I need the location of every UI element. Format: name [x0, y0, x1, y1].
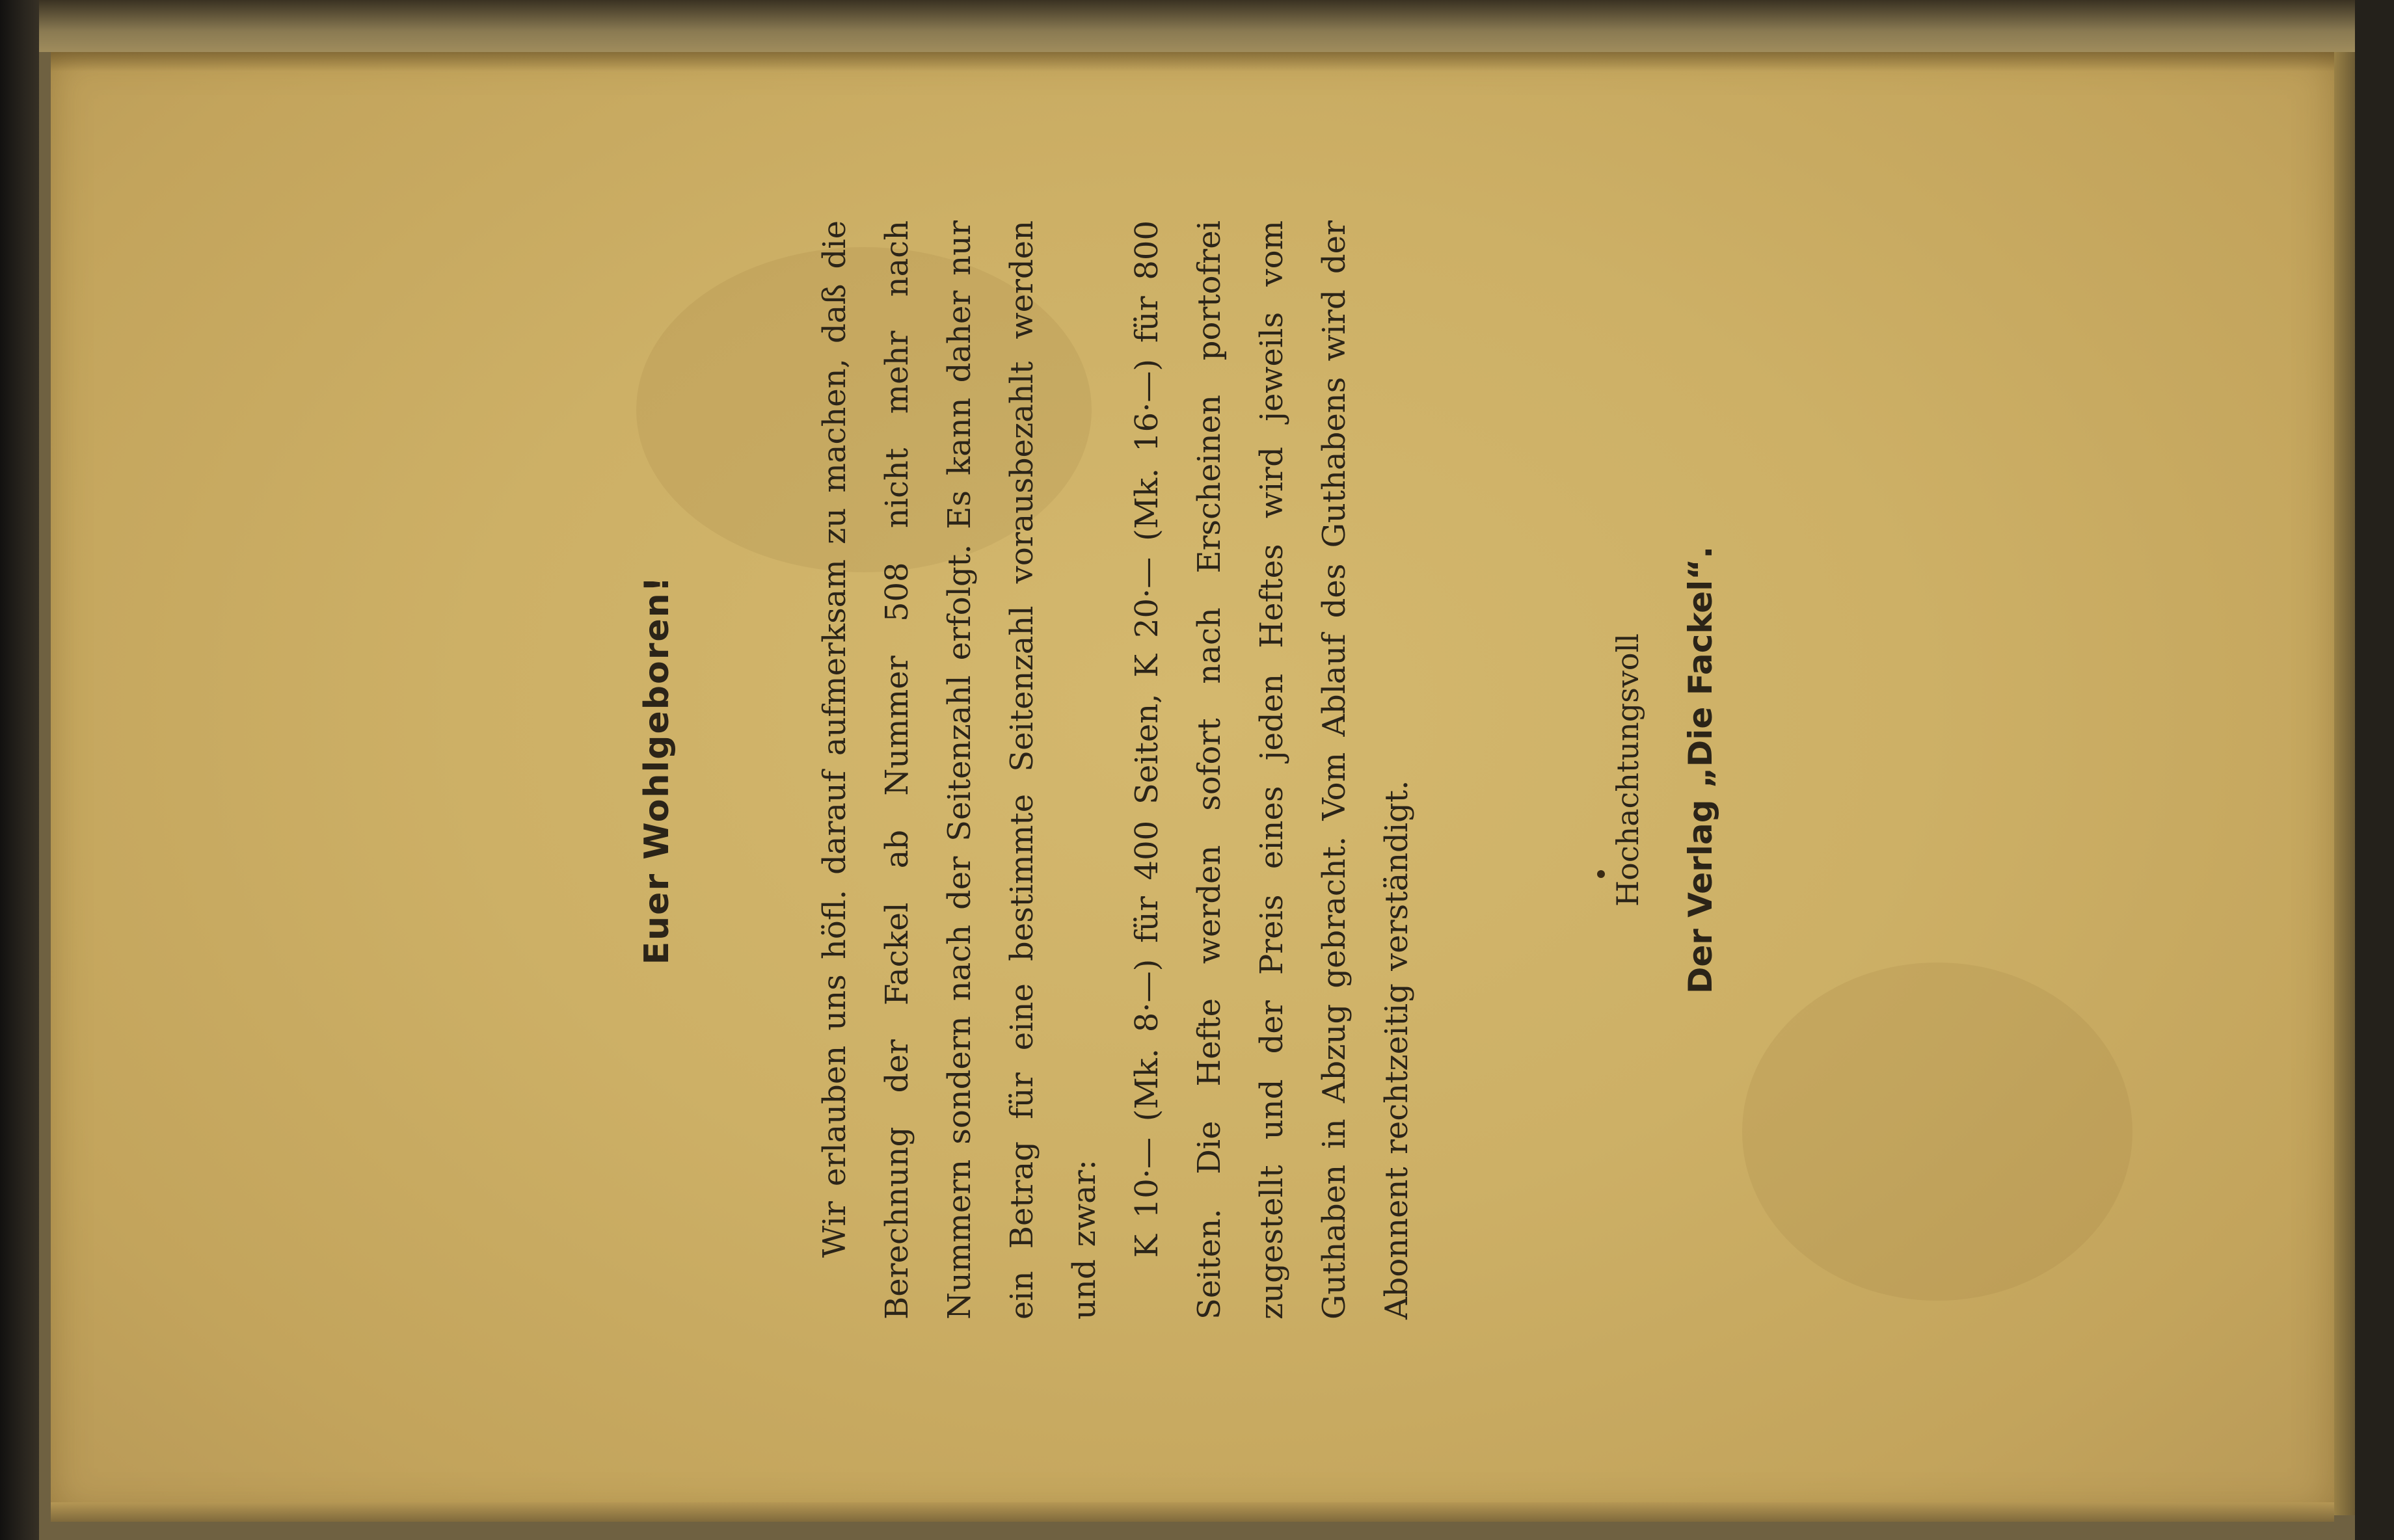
paper-stain [1742, 962, 2132, 1301]
page-bottom-edge [51, 1502, 2334, 1522]
letter-closing: Hochachtungsvoll [1610, 633, 1645, 907]
book-top-edge [39, 0, 2355, 52]
letter-body [803, 220, 1428, 1320]
letter-salutation: Euer Wohlgeboren! [638, 575, 677, 965]
letter-text-rotated [638, 71, 1756, 1469]
gutter-shadow [51, 52, 2334, 72]
letter-signature: Der Verlag „Die Fackel“. [1682, 546, 1719, 994]
letter-paragraph-2: K 10·— (Mk. 8·—) für 400 Seiten, K 20·— (Mk. 16·—) für 800 Seiten. Die Hefte werden sofort nach Erscheinen portofrei zugestellt und der Preis eines jeden Heftes wird jeweils vom Guthaben in Abzug gebracht. Vom Ablauf des Guthabens wird der Abonnent rechtzeitig verständigt. [1129, 220, 1415, 1320]
letter-paragraph-1: Wir erlauben uns höfl. darauf aufmerksam zu machen, daß die Berechnung der Fackel ab Nummer 508 nicht mehr nach Nummern sondern nach der Seitenzahl erfolgt. Es kann daher nur ein Betrag für eine bestimmte Seitenzahl vorausbezahlt werden und zwar: [816, 220, 1103, 1320]
